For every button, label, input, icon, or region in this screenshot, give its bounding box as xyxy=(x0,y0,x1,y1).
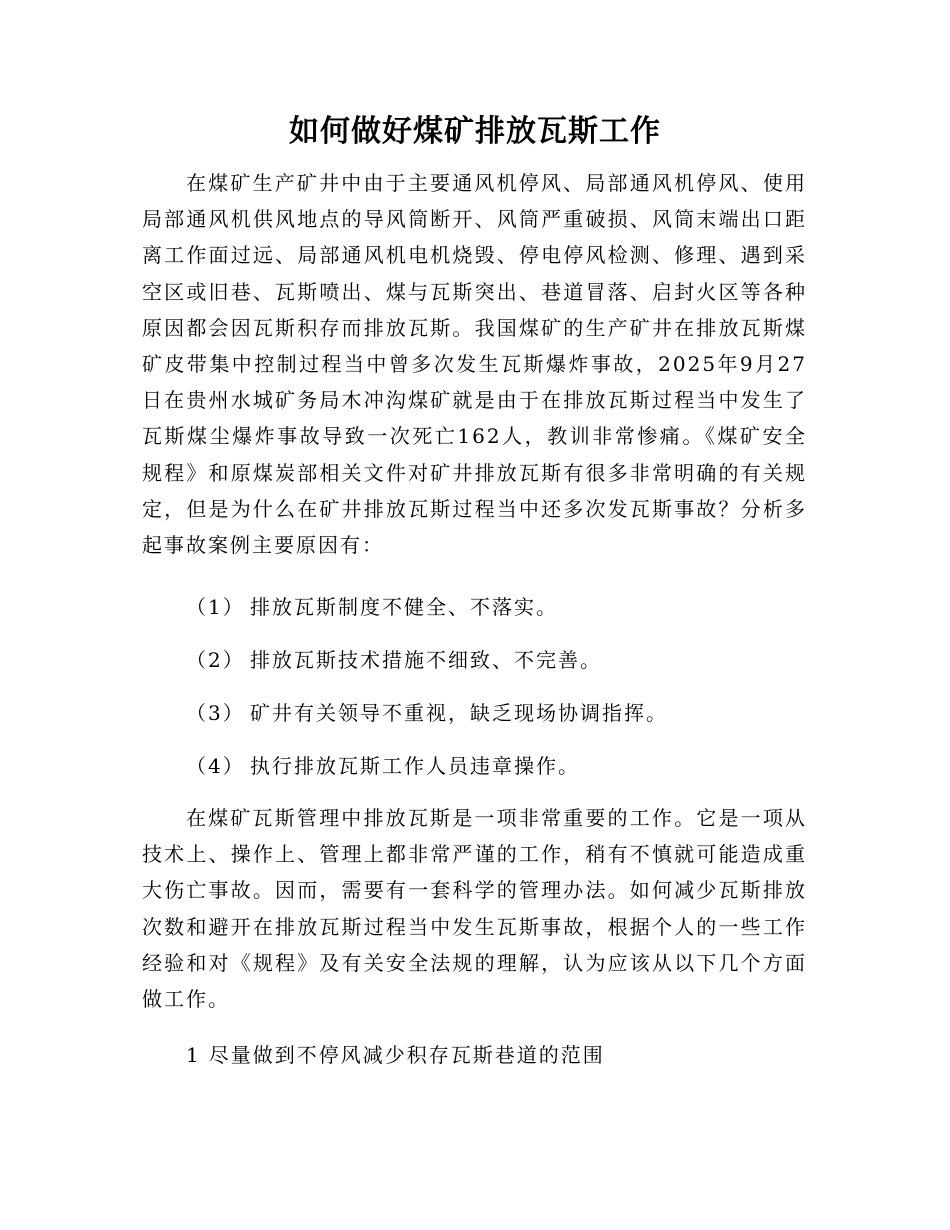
list-item-number: （4） xyxy=(186,754,245,778)
list-item-number: （1） xyxy=(186,595,245,619)
list-item-text: 执行排放瓦斯工作人员违章操作。 xyxy=(250,754,580,778)
body-paragraph: 在煤矿瓦斯管理中排放瓦斯是一项非常重要的工作。它是一项从技术上、操作上、管理上都非常严谨的工作，稍有不慎就可能造成重大伤亡事故。因而，需要有一套科学的管理办法。如何减少瓦斯排放次数和避开在排放瓦斯过程当中发生瓦斯事故，根据个人的一些工作经验和对《规程》及有关安全法规的理解，认为应该从以下几个方面做工作。 xyxy=(142,806,807,1012)
section-heading xyxy=(186,1040,605,1070)
list-item-number: （3） xyxy=(186,701,245,725)
list-item xyxy=(186,645,602,675)
list-item xyxy=(186,751,580,781)
list-item-number: （2） xyxy=(186,648,245,672)
list-item-text: 排放瓦斯技术措施不细致、不完善。 xyxy=(250,648,602,672)
intro-paragraph: 在煤矿生产矿井中由于主要通风机停风、局部通风机停风、使用局部通风机供风地点的导风筒断开、风筒严重破损、风筒末端出口距离工作面过远、局部通风机电机烧毁、停电停风检测、修理、遇到采空区或旧巷、瓦斯喷出、煤与瓦斯突出、巷道冒落、启封火区等各种原因都会因瓦斯积存而排放瓦斯。我国煤矿的生产矿井在排放瓦斯煤矿皮带集中控制过程当中曾多次发生瓦斯爆炸事故，2025年9月27日在贵州水城矿务局木冲沟煤矿就是由于在排放瓦斯过程当中发生了瓦斯煤尘爆炸事故导致一次死亡162人，教训非常惨痛。《煤矿安全规程》和原煤炭部相关文件对矿井排放瓦斯有很多非常明确的有关规定，但是为什么在矿井排放瓦斯过程当中还多次发瓦斯事故？分析多起事故案例主要原因有： xyxy=(142,171,807,558)
list-item xyxy=(186,698,668,728)
list-item-text: 矿井有关领导不重视，缺乏现场协调指挥。 xyxy=(250,701,668,725)
section-number: 1 xyxy=(186,1043,201,1067)
list-item xyxy=(186,592,558,622)
list-item-text: 排放瓦斯制度不健全、不落实。 xyxy=(250,595,558,619)
document-title: 如何做好煤矿排放瓦斯工作 xyxy=(289,114,661,149)
section-title: 尽量做到不停风减少积存瓦斯巷道的范围 xyxy=(208,1043,605,1067)
